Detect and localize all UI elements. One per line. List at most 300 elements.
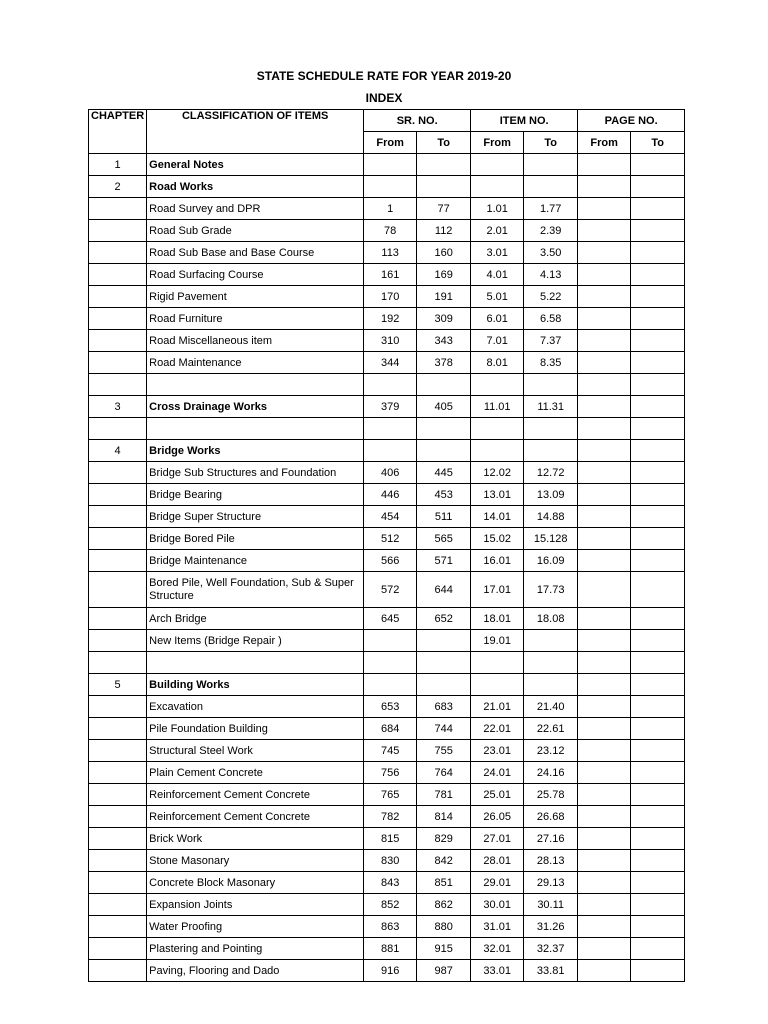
chapter-cell — [89, 828, 147, 850]
page-to-cell — [631, 550, 685, 572]
page-from-cell — [578, 198, 631, 220]
classification-cell: Reinforcement Cement Concrete — [147, 806, 364, 828]
page-from-cell — [578, 608, 631, 630]
item-from-cell — [471, 652, 524, 674]
chapter-cell — [89, 198, 147, 220]
sr-to-cell: 764 — [417, 762, 471, 784]
sr-to-cell — [417, 652, 471, 674]
sr-from-cell — [364, 418, 417, 440]
sr-from-cell: 446 — [364, 484, 417, 506]
item-from-cell: 32.01 — [471, 938, 524, 960]
item-to-cell — [524, 674, 578, 696]
sr-from-cell: 756 — [364, 762, 417, 784]
header-sr-from: From — [364, 132, 417, 154]
table-row — [89, 198, 685, 220]
chapter-cell — [89, 264, 147, 286]
item-to-cell: 4.13 — [524, 264, 578, 286]
table-row — [89, 784, 685, 806]
page-from-cell — [578, 176, 631, 198]
table-row — [89, 806, 685, 828]
item-from-cell: 24.01 — [471, 762, 524, 784]
classification-cell: Road Miscellaneous item — [147, 330, 364, 352]
item-to-cell: 1.77 — [524, 198, 578, 220]
chapter-cell — [89, 872, 147, 894]
item-from-cell — [471, 440, 524, 462]
page-to-cell — [631, 872, 685, 894]
page-from-cell — [578, 894, 631, 916]
item-from-cell — [471, 154, 524, 176]
sr-from-cell: 406 — [364, 462, 417, 484]
classification-cell: Stone Masonary — [147, 850, 364, 872]
sr-from-cell: 782 — [364, 806, 417, 828]
page-to-cell — [631, 440, 685, 462]
item-to-cell: 6.58 — [524, 308, 578, 330]
sr-from-cell — [364, 652, 417, 674]
header-page-no: PAGE NO. — [578, 110, 685, 132]
table-row — [89, 608, 685, 630]
item-to-cell: 31.26 — [524, 916, 578, 938]
chapter-cell — [89, 894, 147, 916]
page-to-cell — [631, 484, 685, 506]
item-from-cell: 33.01 — [471, 960, 524, 982]
page-to-cell — [631, 784, 685, 806]
table-row — [89, 938, 685, 960]
page-from-cell — [578, 154, 631, 176]
chapter-cell — [89, 740, 147, 762]
item-to-cell: 28.13 — [524, 850, 578, 872]
item-from-cell: 28.01 — [471, 850, 524, 872]
item-from-cell: 5.01 — [471, 286, 524, 308]
item-from-cell — [471, 176, 524, 198]
page-from-cell — [578, 960, 631, 982]
table-row — [89, 630, 685, 652]
item-to-cell: 13.09 — [524, 484, 578, 506]
classification-cell — [147, 418, 364, 440]
sr-from-cell: 572 — [364, 572, 417, 608]
sr-to-cell — [417, 374, 471, 396]
sr-to-cell: 880 — [417, 916, 471, 938]
table-row — [89, 894, 685, 916]
classification-cell: Pile Foundation Building — [147, 718, 364, 740]
index-table — [88, 109, 685, 982]
sr-to-cell — [417, 176, 471, 198]
page-from-cell — [578, 308, 631, 330]
page-to-cell — [631, 938, 685, 960]
classification-cell: Road Sub Grade — [147, 220, 364, 242]
page-to-cell — [631, 674, 685, 696]
page-to-cell — [631, 528, 685, 550]
classification-cell — [147, 652, 364, 674]
page-from-cell — [578, 828, 631, 850]
sr-to-cell: 987 — [417, 960, 471, 982]
sr-to-cell: 160 — [417, 242, 471, 264]
header-item-to: To — [524, 132, 578, 154]
table-row — [89, 418, 685, 440]
page-from-cell — [578, 506, 631, 528]
table-row — [89, 154, 685, 176]
sr-from-cell: 512 — [364, 528, 417, 550]
sr-to-cell: 511 — [417, 506, 471, 528]
item-from-cell: 31.01 — [471, 916, 524, 938]
sr-to-cell: 781 — [417, 784, 471, 806]
sr-to-cell: 915 — [417, 938, 471, 960]
page-to-cell — [631, 198, 685, 220]
chapter-cell — [89, 330, 147, 352]
sr-from-cell: 843 — [364, 872, 417, 894]
item-to-cell: 25.78 — [524, 784, 578, 806]
page-to-cell — [631, 572, 685, 608]
sr-from-cell: 113 — [364, 242, 417, 264]
page-from-cell — [578, 762, 631, 784]
classification-cell — [147, 374, 364, 396]
item-to-cell: 11.31 — [524, 396, 578, 418]
sr-to-cell: 842 — [417, 850, 471, 872]
table-row — [89, 828, 685, 850]
sr-from-cell: 344 — [364, 352, 417, 374]
classification-cell: Road Works — [147, 176, 364, 198]
classification-cell: Paving, Flooring and Dado — [147, 960, 364, 982]
item-to-cell — [524, 652, 578, 674]
chapter-cell — [89, 960, 147, 982]
chapter-cell — [89, 784, 147, 806]
chapter-cell — [89, 916, 147, 938]
sr-to-cell: 683 — [417, 696, 471, 718]
sr-from-cell: 684 — [364, 718, 417, 740]
table-row — [89, 220, 685, 242]
item-from-cell: 30.01 — [471, 894, 524, 916]
page-to-cell — [631, 308, 685, 330]
item-from-cell: 8.01 — [471, 352, 524, 374]
sr-to-cell: 453 — [417, 484, 471, 506]
sr-to-cell: 112 — [417, 220, 471, 242]
page-to-cell — [631, 630, 685, 652]
page-from-cell — [578, 718, 631, 740]
item-from-cell: 1.01 — [471, 198, 524, 220]
sr-from-cell: 310 — [364, 330, 417, 352]
item-to-cell: 5.22 — [524, 286, 578, 308]
classification-cell: Cross Drainage Works — [147, 396, 364, 418]
page-from-cell — [578, 352, 631, 374]
sr-from-cell: 379 — [364, 396, 417, 418]
header-item-no: ITEM NO. — [471, 110, 578, 132]
chapter-cell — [89, 308, 147, 330]
sr-to-cell — [417, 418, 471, 440]
sr-to-cell: 378 — [417, 352, 471, 374]
chapter-cell: 3 — [89, 396, 147, 418]
page-from-cell — [578, 462, 631, 484]
chapter-cell — [89, 630, 147, 652]
table-row — [89, 462, 685, 484]
table-row — [89, 374, 685, 396]
header-classification: CLASSIFICATION OF ITEMS — [147, 110, 364, 154]
table-row — [89, 264, 685, 286]
sr-to-cell: 814 — [417, 806, 471, 828]
table-row — [89, 718, 685, 740]
sr-to-cell: 744 — [417, 718, 471, 740]
classification-cell: New Items (Bridge Repair ) — [147, 630, 364, 652]
table-row — [89, 484, 685, 506]
item-from-cell: 26.05 — [471, 806, 524, 828]
table-row — [89, 176, 685, 198]
item-from-cell: 11.01 — [471, 396, 524, 418]
page-to-cell — [631, 652, 685, 674]
chapter-cell: 4 — [89, 440, 147, 462]
item-to-cell — [524, 176, 578, 198]
classification-cell: Bridge Works — [147, 440, 364, 462]
page-from-cell — [578, 418, 631, 440]
chapter-cell — [89, 242, 147, 264]
page-from-cell — [578, 696, 631, 718]
page-to-cell — [631, 220, 685, 242]
item-from-cell: 25.01 — [471, 784, 524, 806]
item-to-cell: 33.81 — [524, 960, 578, 982]
item-to-cell — [524, 440, 578, 462]
chapter-cell — [89, 850, 147, 872]
page-to-cell — [631, 352, 685, 374]
page-from-cell — [578, 630, 631, 652]
page-to-cell — [631, 154, 685, 176]
page-from-cell — [578, 264, 631, 286]
chapter-cell: 5 — [89, 674, 147, 696]
table-row — [89, 850, 685, 872]
chapter-cell — [89, 550, 147, 572]
page-to-cell — [631, 286, 685, 308]
classification-cell: Bridge Super Structure — [147, 506, 364, 528]
page-to-cell — [631, 850, 685, 872]
sr-to-cell: 309 — [417, 308, 471, 330]
chapter-cell — [89, 938, 147, 960]
item-to-cell: 3.50 — [524, 242, 578, 264]
chapter-cell — [89, 506, 147, 528]
header-sr-to: To — [417, 132, 471, 154]
page-from-cell — [578, 916, 631, 938]
classification-cell: Bored Pile, Well Foundation, Sub & Super Structure — [147, 572, 364, 608]
page-from-cell — [578, 550, 631, 572]
table-row — [89, 740, 685, 762]
page-from-cell — [578, 806, 631, 828]
sr-to-cell: 343 — [417, 330, 471, 352]
header-sr-no: SR. NO. — [364, 110, 471, 132]
sr-to-cell: 445 — [417, 462, 471, 484]
item-to-cell: 30.11 — [524, 894, 578, 916]
classification-cell: Arch Bridge — [147, 608, 364, 630]
item-to-cell: 14.88 — [524, 506, 578, 528]
item-from-cell: 2.01 — [471, 220, 524, 242]
sr-from-cell: 170 — [364, 286, 417, 308]
table-row — [89, 528, 685, 550]
chapter-cell — [89, 762, 147, 784]
sr-from-cell: 881 — [364, 938, 417, 960]
classification-cell: Road Sub Base and Base Course — [147, 242, 364, 264]
sr-from-cell: 645 — [364, 608, 417, 630]
classification-cell: Concrete Block Masonary — [147, 872, 364, 894]
chapter-cell: 2 — [89, 176, 147, 198]
item-from-cell: 18.01 — [471, 608, 524, 630]
classification-cell: Building Works — [147, 674, 364, 696]
page-to-cell — [631, 418, 685, 440]
sr-from-cell: 830 — [364, 850, 417, 872]
item-from-cell: 6.01 — [471, 308, 524, 330]
item-from-cell: 16.01 — [471, 550, 524, 572]
item-to-cell: 32.37 — [524, 938, 578, 960]
sr-to-cell: 862 — [417, 894, 471, 916]
chapter-cell — [89, 696, 147, 718]
sr-from-cell: 78 — [364, 220, 417, 242]
page-from-cell — [578, 374, 631, 396]
item-from-cell: 12.02 — [471, 462, 524, 484]
sr-from-cell: 1 — [364, 198, 417, 220]
page-from-cell — [578, 330, 631, 352]
table-row — [89, 440, 685, 462]
sr-from-cell: 653 — [364, 696, 417, 718]
sr-from-cell — [364, 154, 417, 176]
sr-from-cell: 745 — [364, 740, 417, 762]
table-row — [89, 652, 685, 674]
item-to-cell — [524, 374, 578, 396]
classification-cell: Reinforcement Cement Concrete — [147, 784, 364, 806]
item-from-cell — [471, 418, 524, 440]
item-to-cell: 29.13 — [524, 872, 578, 894]
chapter-cell — [89, 374, 147, 396]
item-from-cell: 27.01 — [471, 828, 524, 850]
chapter-cell — [89, 806, 147, 828]
sr-from-cell: 852 — [364, 894, 417, 916]
item-from-cell — [471, 674, 524, 696]
classification-cell: Rigid Pavement — [147, 286, 364, 308]
page-from-cell — [578, 220, 631, 242]
table-row — [89, 696, 685, 718]
classification-cell: General Notes — [147, 154, 364, 176]
classification-cell: Road Maintenance — [147, 352, 364, 374]
sr-from-cell — [364, 374, 417, 396]
page-from-cell — [578, 784, 631, 806]
item-from-cell: 19.01 — [471, 630, 524, 652]
item-to-cell: 15.128 — [524, 528, 578, 550]
sr-to-cell: 652 — [417, 608, 471, 630]
sr-from-cell: 454 — [364, 506, 417, 528]
table-row — [89, 916, 685, 938]
page-to-cell — [631, 762, 685, 784]
classification-cell: Structural Steel Work — [147, 740, 364, 762]
item-to-cell: 8.35 — [524, 352, 578, 374]
table-row — [89, 572, 685, 608]
item-from-cell — [471, 374, 524, 396]
chapter-cell — [89, 286, 147, 308]
page-to-cell — [631, 374, 685, 396]
page-to-cell — [631, 608, 685, 630]
page-from-cell — [578, 652, 631, 674]
classification-cell: Road Survey and DPR — [147, 198, 364, 220]
page-to-cell — [631, 740, 685, 762]
page-to-cell — [631, 894, 685, 916]
item-to-cell: 21.40 — [524, 696, 578, 718]
table-row — [89, 872, 685, 894]
page-from-cell — [578, 440, 631, 462]
chapter-cell — [89, 220, 147, 242]
sr-to-cell — [417, 630, 471, 652]
table-row — [89, 674, 685, 696]
item-to-cell: 26.68 — [524, 806, 578, 828]
sr-from-cell: 161 — [364, 264, 417, 286]
sr-to-cell: 565 — [417, 528, 471, 550]
sr-to-cell: 644 — [417, 572, 471, 608]
chapter-cell — [89, 652, 147, 674]
page-to-cell — [631, 806, 685, 828]
page-to-cell — [631, 506, 685, 528]
sr-from-cell — [364, 674, 417, 696]
page-from-cell — [578, 740, 631, 762]
classification-cell: Excavation — [147, 696, 364, 718]
item-from-cell: 7.01 — [471, 330, 524, 352]
sr-from-cell — [364, 440, 417, 462]
header-page-from: From — [578, 132, 631, 154]
page-from-cell — [578, 572, 631, 608]
sr-to-cell: 755 — [417, 740, 471, 762]
classification-cell: Expansion Joints — [147, 894, 364, 916]
sr-to-cell: 829 — [417, 828, 471, 850]
item-from-cell: 15.02 — [471, 528, 524, 550]
item-to-cell: 17.73 — [524, 572, 578, 608]
sr-to-cell — [417, 154, 471, 176]
item-to-cell — [524, 630, 578, 652]
page-from-cell — [578, 850, 631, 872]
chapter-cell — [89, 462, 147, 484]
sr-to-cell — [417, 674, 471, 696]
classification-cell: Water Proofing — [147, 916, 364, 938]
classification-cell: Bridge Bearing — [147, 484, 364, 506]
table-row — [89, 308, 685, 330]
table-row — [89, 960, 685, 982]
page-to-cell — [631, 828, 685, 850]
sr-to-cell: 169 — [417, 264, 471, 286]
page-from-cell — [578, 242, 631, 264]
item-from-cell: 3.01 — [471, 242, 524, 264]
page-to-cell — [631, 396, 685, 418]
header-item-from: From — [471, 132, 524, 154]
item-to-cell: 2.39 — [524, 220, 578, 242]
page-from-cell — [578, 286, 631, 308]
item-from-cell: 17.01 — [471, 572, 524, 608]
document-subtitle: INDEX — [365, 91, 403, 105]
table-row — [89, 242, 685, 264]
sr-to-cell: 851 — [417, 872, 471, 894]
table-row — [89, 286, 685, 308]
sr-from-cell — [364, 176, 417, 198]
page-to-cell — [631, 462, 685, 484]
item-to-cell: 16.09 — [524, 550, 578, 572]
item-from-cell: 21.01 — [471, 696, 524, 718]
classification-cell: Brick Work — [147, 828, 364, 850]
item-from-cell: 14.01 — [471, 506, 524, 528]
chapter-cell — [89, 418, 147, 440]
table-row — [89, 506, 685, 528]
classification-cell: Plain Cement Concrete — [147, 762, 364, 784]
item-from-cell: 23.01 — [471, 740, 524, 762]
classification-cell: Road Surfacing Course — [147, 264, 364, 286]
page-from-cell — [578, 484, 631, 506]
sr-from-cell — [364, 630, 417, 652]
sr-from-cell: 192 — [364, 308, 417, 330]
document-title: STATE SCHEDULE RATE FOR YEAR 2019-20 — [256, 69, 512, 83]
page-to-cell — [631, 696, 685, 718]
item-to-cell: 23.12 — [524, 740, 578, 762]
page-from-cell — [578, 674, 631, 696]
table-row — [89, 396, 685, 418]
page-to-cell — [631, 264, 685, 286]
sr-from-cell: 765 — [364, 784, 417, 806]
page-to-cell — [631, 960, 685, 982]
chapter-cell — [89, 352, 147, 374]
